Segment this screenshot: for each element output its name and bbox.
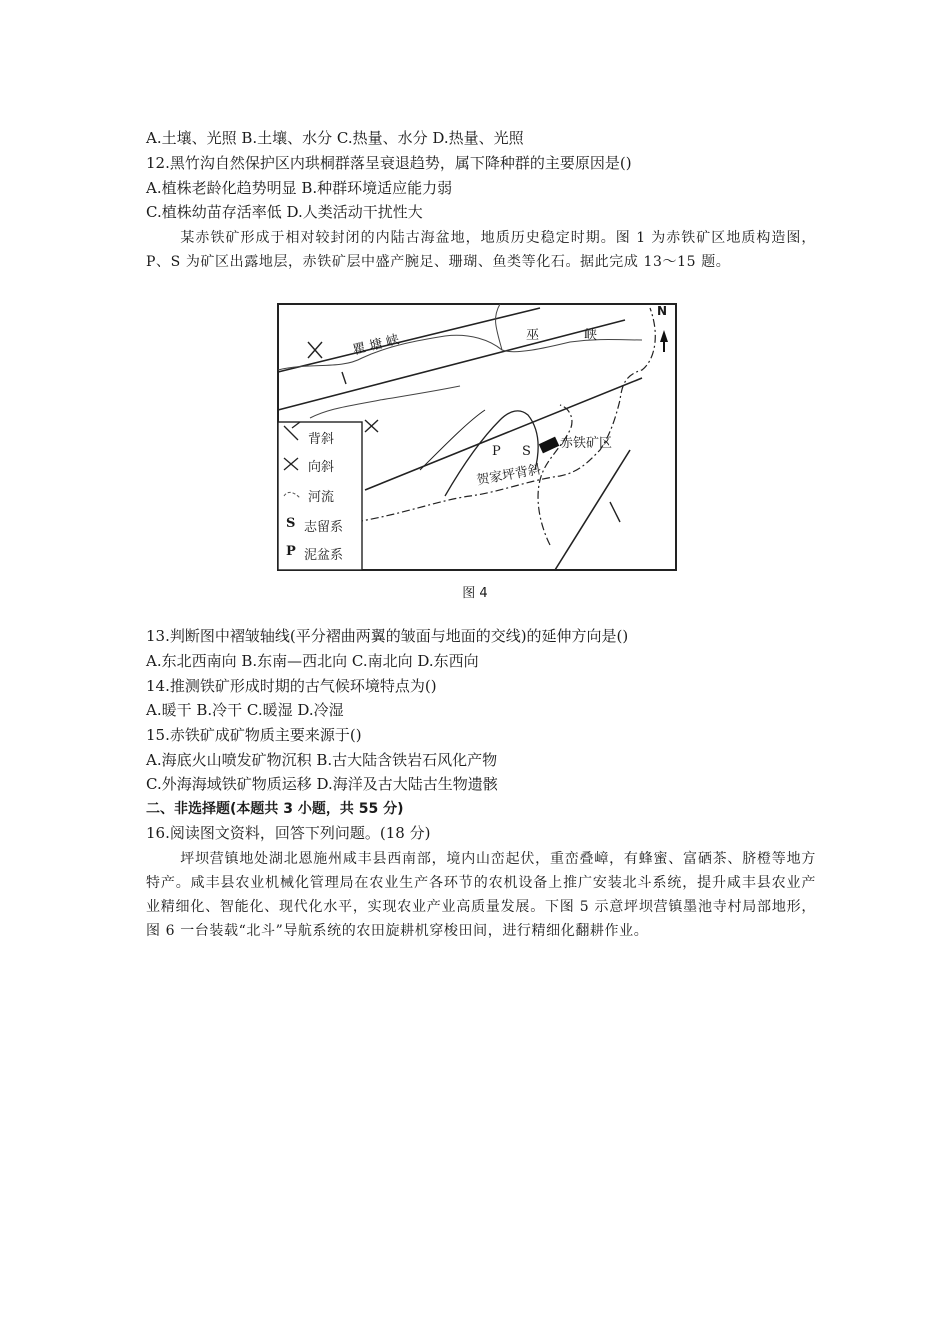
passage-13-15-text: 某赤铁矿形成于相对较封闭的内陆古海盆地，地质历史稳定时期。图 1 为赤铁矿区地质构造图，P、S 为矿区出露地层，赤铁矿层中盛产腕足、珊瑚、鱼类等化石。据此完成 13～15 题。 [146, 230, 816, 270]
section-two-heading: 二、非选择题(本题共 3 小题，共 55 分) [146, 801, 404, 817]
xia-label: 峡 [584, 328, 598, 343]
q12-stem: 12.黑竹沟自然保护区内珙桐群落呈衰退趋势，属下降种群的主要原因是() [146, 154, 632, 172]
q12-options-ab: A.植株老龄化趋势明显 B.种群环境适应能力弱 [146, 179, 453, 197]
legend-s-name: 志留系 [304, 520, 344, 535]
legend-river: 河流 [308, 490, 335, 505]
geology-figure [270, 300, 680, 610]
legend-p-name: 泥盆系 [304, 548, 344, 563]
q13-options: A.东北西南向 B.东南—西北向 C.南北向 D.东西向 [146, 652, 479, 670]
s-label: S [522, 444, 531, 459]
legend-s-key: S [286, 516, 296, 531]
passage-13-15 [146, 226, 816, 274]
anticline-name-label: 贺家坪背斜 [475, 462, 543, 489]
mine-label: 赤铁矿区 [560, 436, 613, 451]
legend-anticline: 背斜 [308, 432, 335, 447]
q13-stem: 13.判断图中褶皱轴线(平分褶曲两翼的皱面与地面的交线)的延伸方向是() [146, 627, 629, 645]
q14-options: A.暖干 B.冷干 C.暖湿 D.冷湿 [146, 701, 344, 719]
north-label: N [657, 304, 668, 318]
q15-options-cd: C.外海海域铁矿物质运移 D.海洋及古大陆古生物遗骸 [146, 775, 498, 793]
q16-stem: 16.阅读图文资料，回答下列问题。(18 分) [146, 824, 431, 842]
q14-stem: 14.推测铁矿形成时期的古气候环境特点为() [146, 677, 437, 695]
figure-caption: 图 4 [462, 586, 488, 601]
wu-label: 巫 [526, 328, 540, 343]
qutang-label: 瞿 塘 峡 [351, 332, 401, 359]
legend-p-key: P [286, 544, 296, 559]
q11-options: A.土壤、光照 B.土壤、水分 C.热量、水分 D.热量、光照 [146, 129, 524, 147]
q15-stem: 15.赤铁矿成矿物质主要来源于() [146, 726, 362, 744]
legend-syncline: 向斜 [308, 460, 335, 475]
p-label: P [492, 444, 501, 459]
q12-options-cd: C.植株幼苗存活率低 D.人类活动干扰性大 [146, 203, 423, 221]
q15-options-ab: A.海底火山喷发矿物沉积 B.古大陆含铁岩石风化产物 [146, 751, 498, 769]
passage-16-text: 坪坝营镇地处湖北恩施州咸丰县西南部，境内山峦起伏，重峦叠嶂，有蜂蜜、富硒茶、脐橙等地方特产。咸丰县农业机械化管理局在农业生产各环节的农机设备上推广安装北斗系统，提升咸丰县农业产业精细化、智能化、现代化水平，实现农业产业高质量发展。下图 5 示意坪坝营镇墨池寺村局部地形，图 6 一台装载“北斗”导航系统的农田旋耕机穿梭田间，进行精细化翻耕作业。 [146, 851, 816, 939]
passage-16 [146, 847, 816, 943]
